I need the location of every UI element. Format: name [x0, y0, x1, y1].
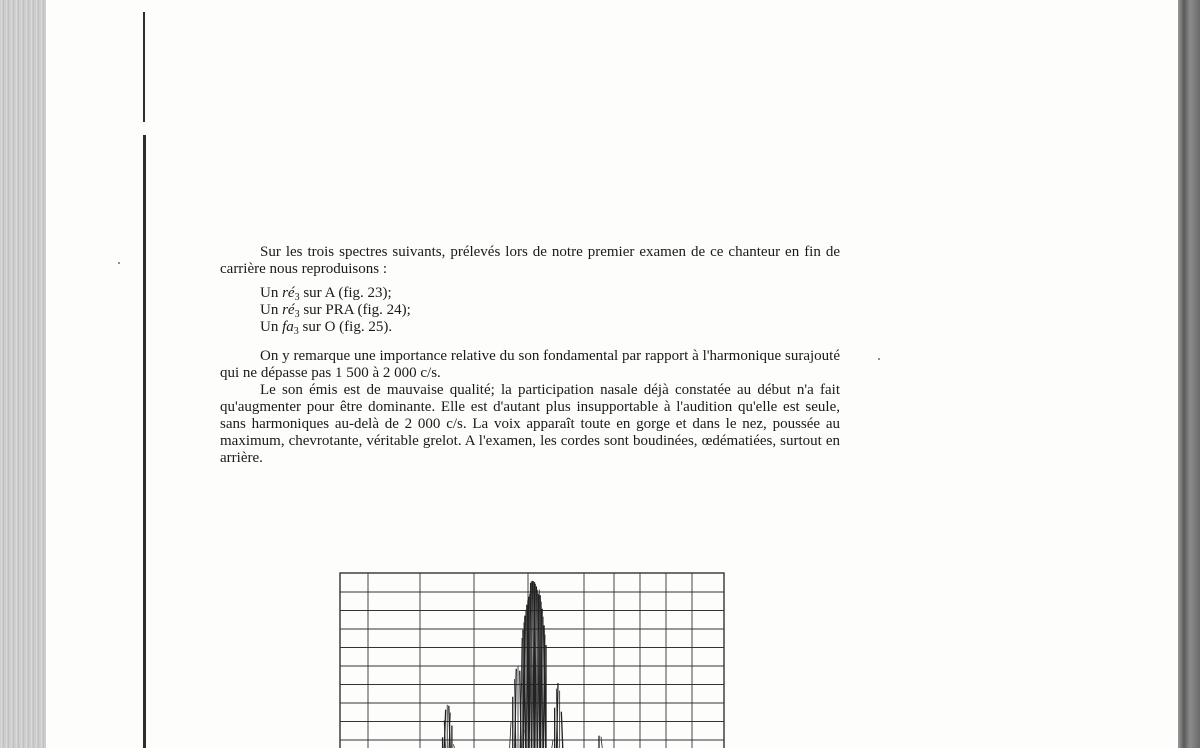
spectral-trace: [561, 712, 563, 748]
right-page-edge: [1178, 0, 1200, 748]
list-item: Un $ré_3$ sur PRA (fig. 24);: [260, 302, 411, 320]
scan-speck: [118, 262, 120, 264]
spectra-list: [260, 285, 840, 336]
spectrogram-figure: [338, 570, 726, 748]
spectrogram-traces: [440, 581, 604, 748]
octave-number: 3: [293, 326, 299, 337]
binding-line-top: [143, 12, 145, 122]
spectral-trace: [510, 722, 512, 748]
scan-speck: [878, 358, 880, 360]
list-item: Un $fa_3$ sur O (fig. 25).: [260, 319, 393, 337]
note-name: ré: [282, 285, 295, 301]
body-text: [220, 244, 840, 467]
intro-paragraph: Sur les trois spectres suivants, prélevés lors de notre premier examen de ce chanteur en fin de carrière nous reproduisons :: [220, 244, 840, 277]
note-name: fa: [282, 319, 294, 335]
paragraph-fundamental: On y remarque une importance relative du son fondamental par rapport à l'harmonique surajouté qui ne dépasse pas 1 500 à 2 000 c/s.: [220, 348, 840, 381]
spectral-trace: [552, 740, 554, 748]
list-item: Un $ré_3$ sur A (fig. 23);: [260, 285, 392, 303]
paragraph-quality: Le son émis est de mauvaise qualité; la participation nasale déjà constatée au début n'a fait qu'augmenter pour être dominante. Elle est d'autant plus insupportable à l'audition qu'elle est seule, sans harmoniques au-delà de 2 000 c/s. La voix apparaît toute en gorge et dans le nez, poussée au maximum, chevrotante, véritable grelot. A l'examen, les cordes sont boudinées, œdématiées, surtout en arrière.: [220, 382, 840, 466]
note-name: ré: [282, 302, 295, 318]
binding-line: [143, 135, 146, 748]
octave-number: 3: [294, 292, 300, 303]
left-page-edge: [0, 0, 46, 748]
spectral-trace: [601, 737, 603, 748]
octave-number: 3: [294, 309, 300, 320]
spectral-trace: [453, 744, 455, 748]
